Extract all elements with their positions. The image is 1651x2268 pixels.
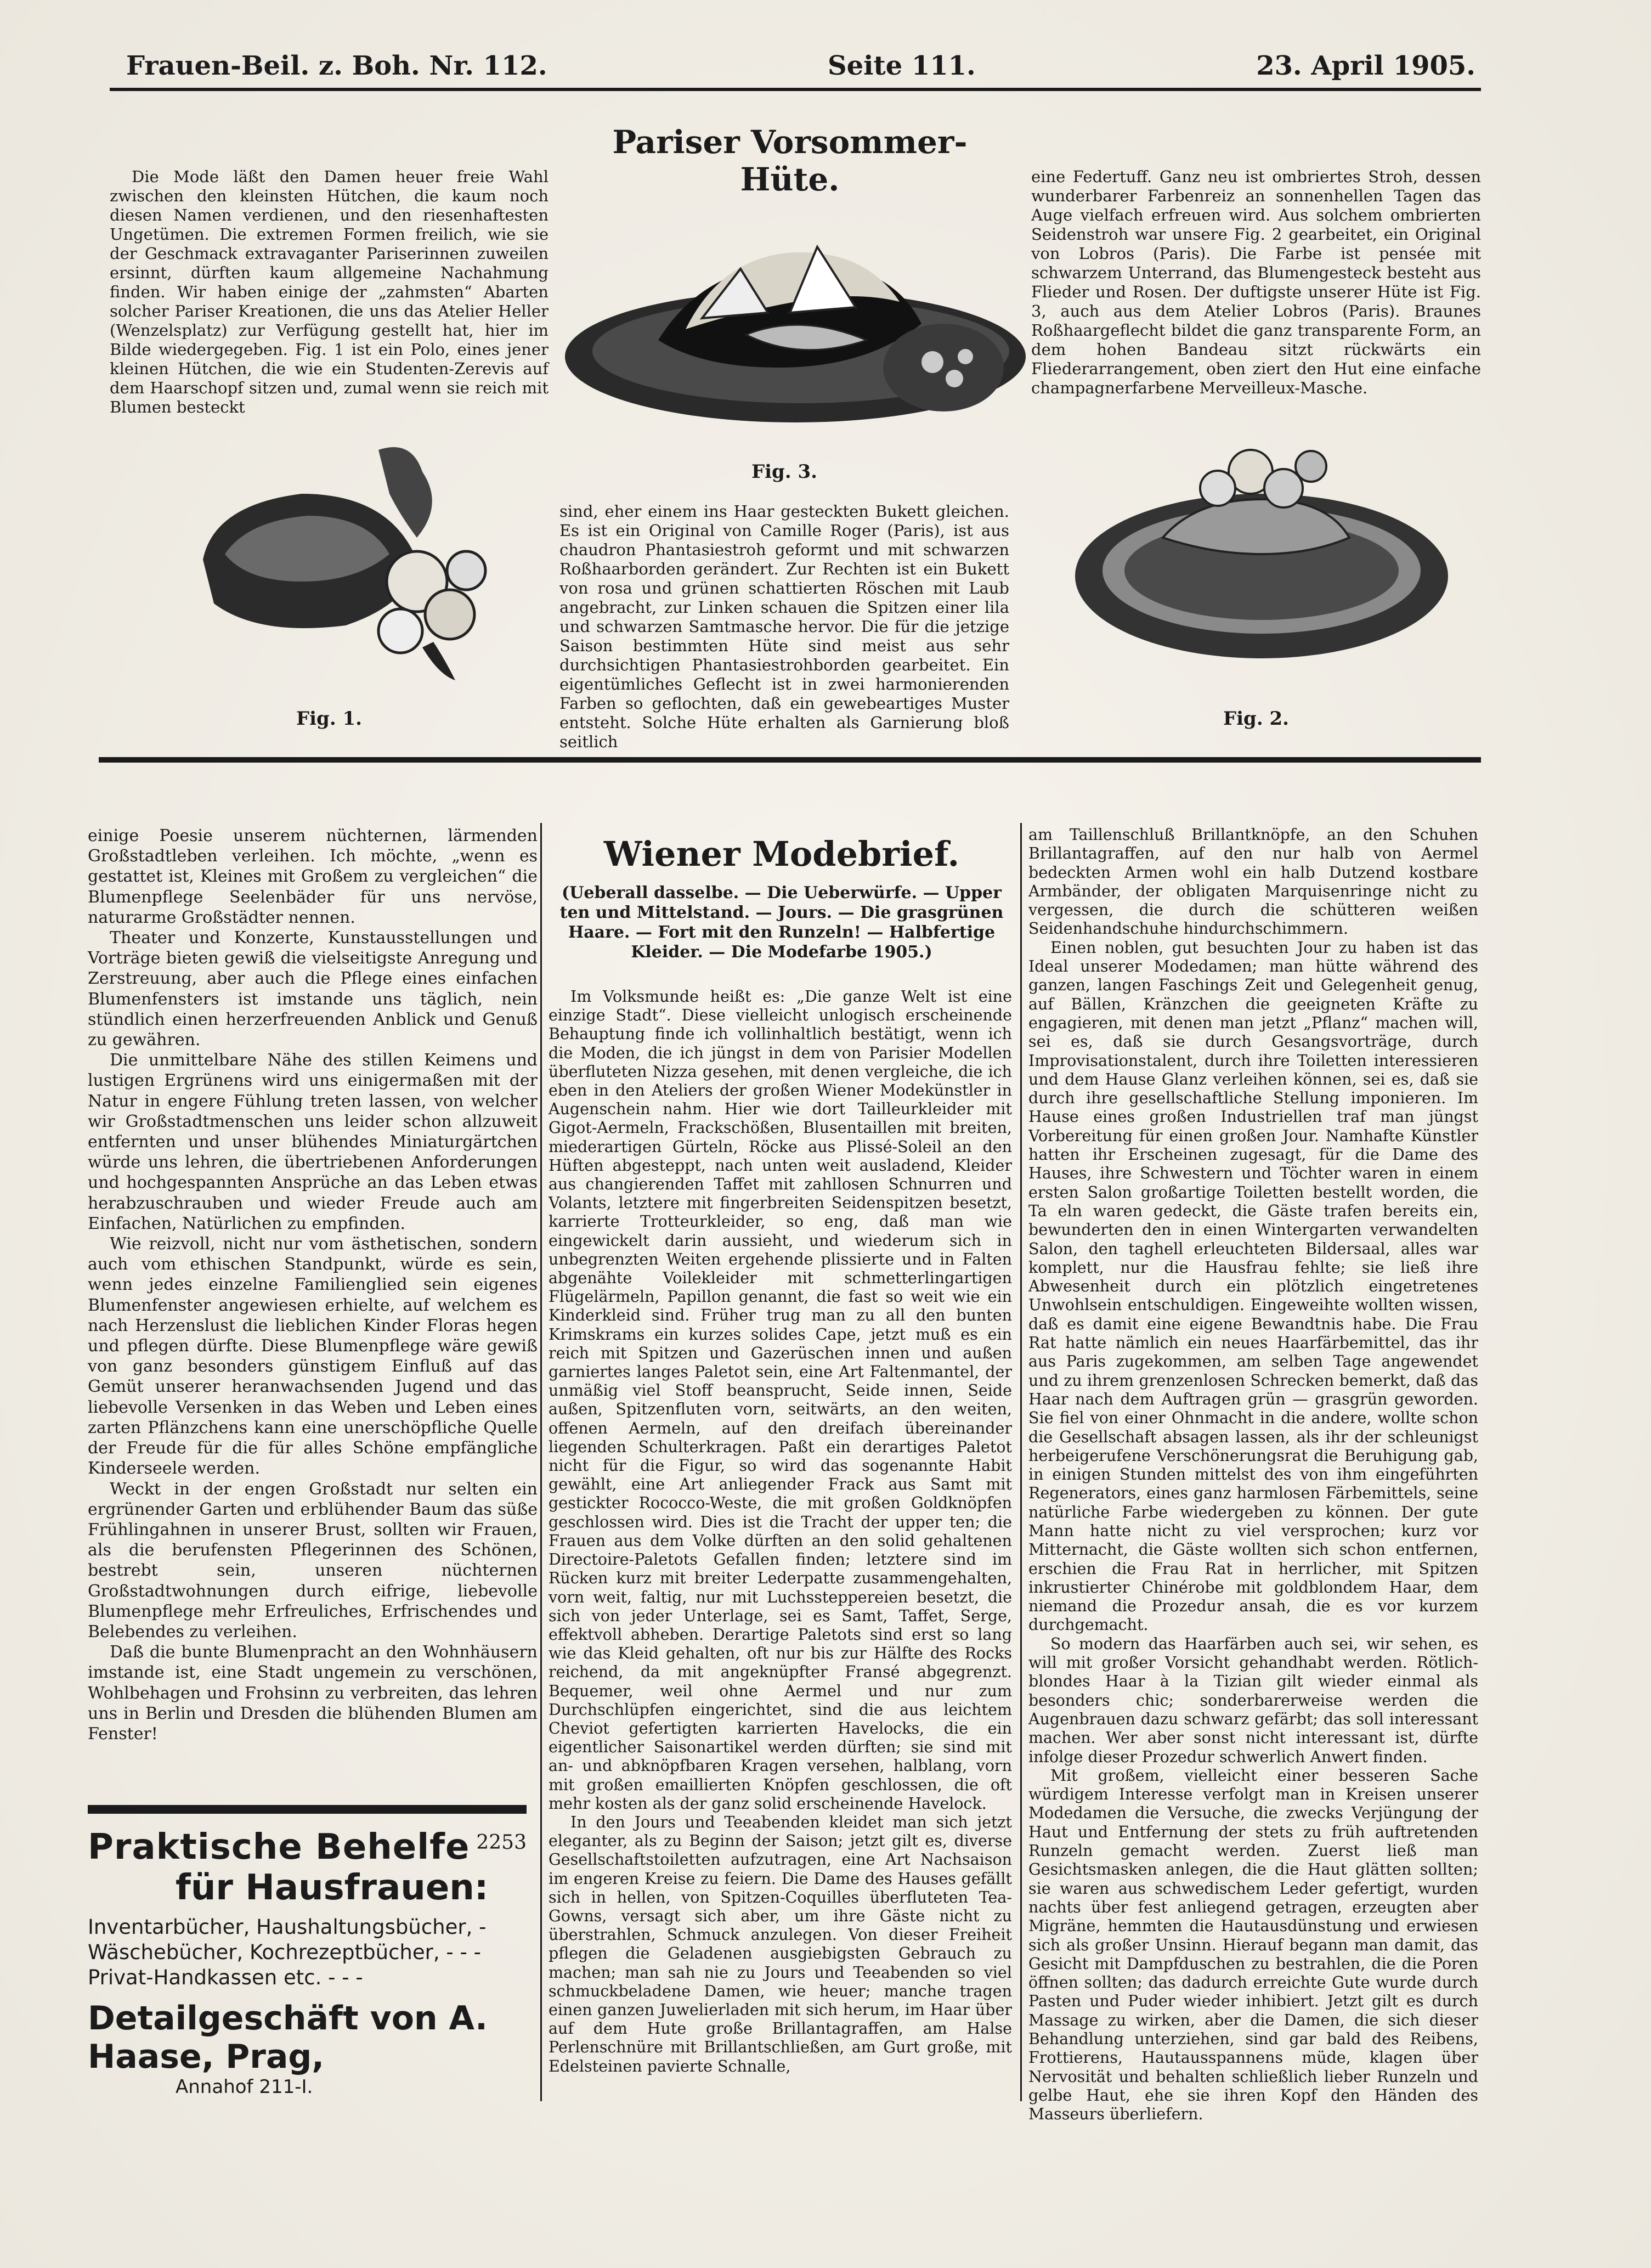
article-hats-col1 <box>110 167 549 416</box>
article-hats-col3 <box>1031 167 1481 398</box>
header-page-number: Seite 111. <box>828 50 976 81</box>
article-hats-col2 <box>559 502 1009 751</box>
vienna-mid-para-2: In den Jours und Teeabenden kleidet man sich jetzt eleganter, als zu Beginn der Saison; jetzt gilt es, diverse Gesellschaftstoiletten aufzutragen, eine Art Nachsaison im engeren Kreise zu feiern. Die Dame des Hauses gefällt sich in hellen, von Spitzen-Coquilles überfluteten Tea-Gowns, versagt sich aber, um ihre Gäste nicht zu überstrahlen, Schmuck anzulegen. Von dieser Freiheit pflegen die Geladenen ausgiebigsten Gebrauch zu machen; man sah nie zu Jours und Teeabenden so viel schmuckbeladene Damen, wie heuer; manche tragen einen ganzen Juwelierladen mit sich herum, im Haar über auf dem Hute große Brillantagraffen, am Halse Perlenschnüre mit Brillantschließen, am Gurt große, mit Edelsteinen pavierte Schnalle, <box>549 1813 1012 2075</box>
vienna-right-para-3: So modern das Haarfärben auch sei, wir sehen, es will mit großer Vorsicht gehandhabt werden. Rötlich-blondes Haar à la Tizian gilt wieder einmal als besonders chic; sonderbarerweise werden die Augenbrauen dazu schwarz gefärbt; das soll interessant machen. Wer aber sonst nicht interessant ist, dürfte infolge dieser Prozedur schwerlich Anwert finden. <box>1028 1634 1478 1766</box>
advert-headline: Praktische Behelfe <box>88 1827 470 1868</box>
figure-2-caption: Fig. 2. <box>1223 708 1289 730</box>
section-divider <box>99 757 1481 763</box>
flowers-para-2: Theater und Konzerte, Kunstausstellungen und Vorträge bieten gewiß die vielseitigste Anregung und Zerstreuung, aber auch die Pflege eines einfachen Blumenfensters ist imstande uns täglich, nein stündlich einen herzerfreuenden Anblick und Genuß zu gewähren. <box>88 928 538 1050</box>
advert-subheadline: für Hausfrauen: <box>176 1868 489 1908</box>
vienna-right-para-4: Mit großem, vielleicht einer besseren Sache würdigem Interesse verfolgt man in Kreisen unserer Modedamen die Versuche, die zwecks Verjüngung der Haut und Entfernung der stets zu früh auftretenden Runzeln gemacht werden. Zuerst ließ man Gesichtsmasken anlegen, die die Haut glätten sollten; sie waren aus schwedischem Leder gefertigt, wurden nachts über fest anliegend getragen, erzeugten aber Migräne, hemmten die Hautausdünstung und erwiesen sich als großer Unsinn. Hierauf begann man damit, das Gesicht mit Dampfduschen zu bestrahlen, die die Poren öffnen sollten; das dadurch erreichte Gute wurde durch Pasten und Puder wieder inhibiert. Jetzt gilt es durch Massage zu wirken, aber die Damen, die sich dieser Behandlung unterziehen, sind gar bald des Reibens, Frottierens, Hautausspannens müde, klagen über Nervosität und behalten schließlich lieber Runzeln und gelbe Haut, ehe sie ihren Kopf den Händen des Masseurs überliefern. <box>1028 1766 1478 2124</box>
flowers-para-3: Die unmittelbare Nähe des stillen Keimens und lustigen Ergrünens wird uns einigermaßen mit der Natur in engere Fühlung treten lassen, von welcher wir Großstadtmenschen uns leider schon allzuweit entfernten und unser blühendes Miniaturgärtchen würde uns lehren, die übertriebenen Anforderungen und hochgespannten Ansprüche an das Leben etwas herabzuschrauben und wieder Freude auch am Einfachen, Natürlichen zu empfinden. <box>88 1051 538 1233</box>
article-hats-col2-text: sind, eher einem ins Haar gesteckten Bukett gleichen. Es ist ein Original von Camille Roger (Paris), ist aus chaudron Phantasiestroh geformt und mit schwarzen Roßhaarborden gerändert. Zur Rechten ist ein Bukett von rosa und grünen schattierten Röschen mit Laub angebracht, zur Linken schauen die Spitzen einer lila und schwarzen Samtmasche hervor. Die für die jetzige Saison bestimmten Hüte sind meist aus sehr durchsichtigen Phantasiestrohborden gearbeitet. Ein eigentümliches Geflecht ist in zwei harmonierenden Farben so geflochten, daß ein gewebeartiges Muster entsteht. Solche Hüte erhalten als Garnierung bloß seitlich <box>559 502 1009 751</box>
figure-1-caption: Fig. 1. <box>296 708 362 730</box>
advert-shop-name: Detailgeschäft von A. Haase, Prag, <box>88 1999 488 2076</box>
article-vienna-subhead-box <box>554 883 1009 988</box>
article-vienna-col-mid <box>549 988 1012 2107</box>
article-title-vienna: Wiener Modebrief. <box>603 834 960 874</box>
article-flowers-col <box>88 826 538 1808</box>
advert-number: 2253 <box>476 1831 527 1854</box>
vienna-mid-para-1: Im Volksmunde heißt es: „Die ganze Welt ist eine einzige Stadt“. Diese vielleicht unlogisch erscheinende Behauptung finde ich vollinhaltlich bestätigt, wenn ich die Moden, die ich jüngst in dem von Parisier Modellen überfluteten Nizza gesehen, mit denen vergleiche, die ich eben in den Ateliers der großen Wiener Modekünstler in Augenschein nahm. Hier wie dort Tailleurkleider mit Gigot-Aermeln, Frackschößen, Blusentaillen mit breiten, miederartigen Gürteln, Röcke aus Plissé-Soleil an den Hüften abgesteppt, nach unten weit ausladend, Kleider aus changierenden Taffet mit zahllosen Schnurren und Volants, letztere mit fingerbreiten Seidenspitzen besetzt, karrierte Trotteurkleider, so eng, daß man wie eingewickelt darin aussieht, und wiederum sich in unbegrenzten Weiten ergehende plissierte und in Falten abgenähte Voilekleider mit schmetterlingartigen Flügelärmeln, Papillon genannt, die fast so weit wie ein Kinderkleid sind. Früher trug man zu all den bunten Krimskrams ein kurzes solides Cape, jetzt muß es ein reich mit Spitzen und Gazerüschen innen und außen garniertes langes Paletot sein, eine Art Faltenmantel, der unmäßig viel Stoff beansprucht, Seide innen, Seide außen, Spitzenfluten vorn, seitwärts, an den weiten, offenen Aermeln, auf den dreifach übereinander liegenden Schulterkragen. Paßt ein derartiges Paletot nicht für die Figur, so wird das sogenannte Habit gewählt, eine Art anliegender Frack aus Samt mit gestickter Rococco-Weste, die mit großen Goldknöpfen geschlossen wird. Dies ist die Tracht der upper ten; die Frauen aus dem Volke dürften an den solid gehaltenen Directoire-Paletots Gefallen finden; letztere sind im Rücken kurz mit breiter Lederpatte zusammengehalten, vorn weit, faltig, nur mit Luchssteppereien besetzt, die sich von jeder Unterlage, sei es Samt, Taffet, Serge, effektvoll abheben. Derartige Paletots sind erst so lang wie das Kleid gehalten, oft nur bis zur Hälfte des Rocks reichend, da mit angeknüpfter Fransé abgegrenzt. Bequemer, weil ohne Aermel und nur zum Durchschlüpfen eingerichtet, sind die aus leichtem Cheviot gefertigten karrierten Havelocks, die ein eigentlicher Saisonartikel werden dürften; sie sind mit an- und abknöpfbaren Kragen versehen, halblang, vorn mit großen emaillierten Knöpfen geschlossen, die oft mehr kosten als der ganz solid erscheinende Havelock. <box>549 988 1012 1813</box>
column-separator-left <box>540 823 542 2101</box>
advert-address: Annahof 211-I. <box>176 2076 313 2098</box>
header-date: 23. April 1905. <box>1256 50 1475 81</box>
advert-product-list: Inventarbücher, Haushaltungsbücher, - Wäschebücher, Kochrezeptbücher, - - - Privat-Handkassen etc. - - - <box>88 1915 487 1989</box>
vienna-right-para-1: am Taillenschluß Brillantknöpfe, an den Schuhen Brillantagraffen, auf den nur halb von Aermel bedeckten Armen wohl ein halb Dutzend kostbare Armbänder, der obligaten Marquisenringe nicht zu vergessen, die durch die schütteren weißen Seidenhandschuhe hindurchschimmern. <box>1028 826 1478 938</box>
header-rule <box>110 88 1481 91</box>
figure-1-hat-illustration <box>181 417 521 702</box>
article-hats-col1-text: Die Mode läßt den Damen heuer freie Wahl zwischen den kleinsten Hütchen, die kaum noch diesen Namen verdienen, und den riesenhaftesten Ungetümen. Die extremen Formen freilich, wie sie der Geschmack extravaganter Pariserinnen zuweilen ersinnt, dürften kaum allgemeine Nachahmung finden. Wir haben einige der „zahmsten“ Abarten solcher Pariser Kreationen, die uns das Atelier Heller (Wenzelsplatz) zur Verfügung gestellt hat, hier im Bilde wiedergegeben. Fig. 1 ist ein Polo, eines jener kleinen Hütchen, die wie ein Studenten-Zerevis auf dem Haarschopf sitzen und, zumal wenn sie reich mit Blumen besteckt <box>110 167 549 416</box>
article-vienna-subhead: (Ueberall dasselbe. — Die Ueberwürfe. — Upper ten und Mittelstand. — Jours. — Die grasgrünen Haare. — Fort mit den Runzeln! — Halbfertige Kleider. — Die Modefarbe 1905.) <box>559 883 1004 962</box>
header-publication: Frauen-Beil. z. Boh. Nr. 112. <box>126 50 547 81</box>
article-title-hats: Pariser Vorsommer-Hüte. <box>612 123 968 198</box>
flowers-para-6: Daß die bunte Blumenpracht an den Wohnhäusern imstande ist, eine Stadt ungemein zu verschönen, Wohlbehagen und Frohsinn zu verbreiten, das lehren uns in Berlin und Dresden die blühenden Blumen am Fenster! <box>88 1643 538 1744</box>
figure-3-hat-illustration <box>559 203 1031 444</box>
flowers-para-1: einige Poesie unserem nüchternen, lärmenden Großstadtleben verleihen. Ich möchte, „wenn es gestattet ist, Kleines mit Großem zu vergleichen“ die Blumenpflege Seelenbäder für uns nervöse, naturarme Großstädter nennen. <box>88 826 538 927</box>
page-header <box>126 44 1475 88</box>
article-hats-col3-text: eine Federtuff. Ganz neu ist ombriertes Stroh, dessen wunderbarer Farbenreiz an sonnenhellen Tagen das Auge vielfach erfreuen wird. Aus solchem ombrierten Seidenstroh war unsere Fig. 2 gearbeitet, ein Original von Lobros (Paris). Die Farbe ist pensée mit schwarzem Unterrand, das Blumengesteck besteht aus Flieder und Rosen. Der duftigste unserer Hüte ist Fig. 3, auch aus dem Atelier Lobros (Paris). Braunes Roßhaargeflecht bildet die ganz transparente Form, an dem hohen Bandeau sitzt rückwärts ein Fliederarrangement, oben ziert den Hut eine einfache champagnerfarbene Merveilleux-Masche. <box>1031 167 1481 397</box>
figure-2-hat-illustration <box>1053 428 1470 680</box>
vienna-right-para-2: Einen noblen, gut besuchten Jour zu haben ist das Ideal unserer Modedamen; man hütte während des ganzen, langen Faschings Zeit und Gelegenheit genug, auf Bällen, Kränzchen die geeigneten Kräfte zu engagieren, mit denen man jetzt „Pflanz“ machen will, sei es, daß sie durch Gesangsvorträge, durch Improvisationstalent, durch ihre Toiletten interessieren und dem Hause Glanz verleihen können, sei es, daß sie durch ihre gesellschaftliche Stellung imponieren. Im Hause eines großen Industriellen traf man jüngst Vorbereitung für einen großen Jour. Namhafte Künstler hatten ihr Erscheinen zugesagt, für die Dame des Hauses, ihre Schwestern und Töchter waren in einem ersten Salon großartige Toiletten bestellt worden, die Ta eln waren gedeckt, die Gäste trafen bereits ein, bewunderten den in einen Wintergarten verwandelten Salon, den taghell erleuchteten Bildersaal, alles war komplett, nur die Hausfrau fehlte; sie ließ ihre Abwesenheit durch ein plötzlich eingetretenes Unwohlsein entschuldigen. Eingeweihte wollten wissen, daß es damit eine eigene Bewandtnis habe. Die Frau Rat hatte nämlich ein neues Haarfärbemittel, das ihr aus Paris zugekommen, am selben Tage angewendet und zu ihrem grenzenlosen Schrecken bemerkt, daß das Haar nach dem Auftragen grün — grasgrün geworden. Sie fiel von einer Ohnmacht in die andere, wollte schon die Gesellschaft absagen lassen, als ihr der schleunigst herbeigerufene Verschönerungsrat die Beruhigung gab, in einigen Stunden mittelst des von ihm eingeführten Regenerators, eines ganz harmlosen Färbemittels, seine natürliche Farbe wiedergeben zu können. Der gute Mann hatte nicht zu viel versprochen; kurz vor Mitternacht, die Gäste wollten sich schon entfernen, erschien die Frau Rat in herrlicher, mit Spitzen inkrustierter Chinérobe mit goldblondem Haar, dem niemand die Prozedur ansah, die es vor kurzem durchgemacht. <box>1028 938 1478 1634</box>
article-vienna-col-right <box>1028 826 1478 2124</box>
advert-top-rule <box>88 1805 527 1814</box>
flowers-para-4: Wie reizvoll, nicht nur vom ästhetischen, sondern auch vom ethischen Standpunkt, würde es sein, wenn jedes einzelne Familienglied sein eigenes Blumenfenster angewiesen erhielte, auf welchem es nach Herzenslust die lieblichen Kinder Floras hegen und pflegen dürfte. Diese Blumenpflege wäre gewiß von ganz besonders günstigem Einfluß auf das Gemüt unserer heranwachsenden Jugend und das liebevolle Versenken in das Weben und Leben eines zarten Pflänzchens kann eine unerschöpfliche Quelle der Freude für die für alles Schöne empfängliche Kinderseele werden. <box>88 1234 538 1479</box>
figure-3-caption: Fig. 3. <box>751 461 817 483</box>
flowers-para-5: Weckt in der engen Großstadt nur selten ein ergrünender Garten und erblühender Baum das süße Frühlingahnen in unserer Brust, sollten wir Frauen, als die berufensten Pflegerinnen des Schönen, bestrebt sein, unseren nüchternen Großstadtwohnungen durch eifrige, liebevolle Blumenpflege mehr Erfreuliches, Erfrischendes und Belebendes zu verleihen. <box>88 1479 538 1641</box>
advertisement <box>88 1827 527 2098</box>
column-separator-right <box>1020 823 1022 2101</box>
